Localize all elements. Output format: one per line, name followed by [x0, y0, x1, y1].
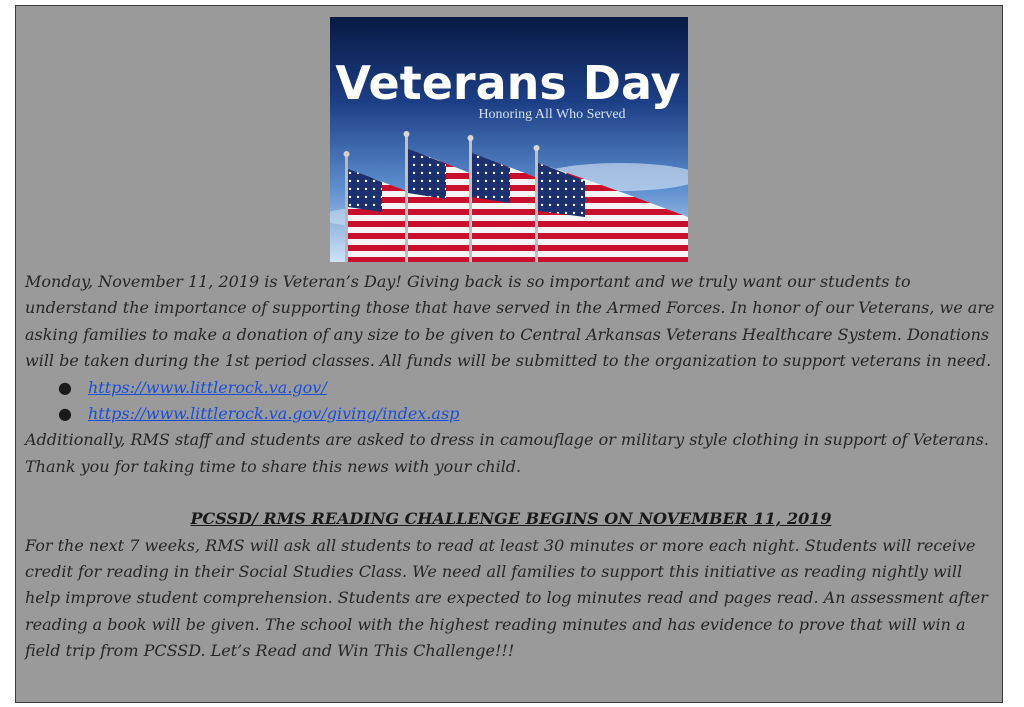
list-item: [25, 401, 997, 427]
banner-subtitle: Honoring All Who Served: [478, 107, 626, 122]
newsletter-panel: [15, 5, 1003, 703]
bullet-icon: ●: [58, 377, 72, 397]
list-item: [25, 375, 997, 401]
spacer: [25, 480, 997, 506]
intro-paragraph: Monday, November 11, 2019 is Veteran’s Day! Giving back is so important and we truly want our students to understand the importance of supporting those that have served in the Armed Forces. In honor of our Veterans, we are asking families to make a donation of any size to be given to Central Arkansas Veterans Healthcare System. Donations will be taken during the 1st period classes. All funds will be submitted to the organization to support veterans in need.: [25, 272, 995, 371]
additional-paragraph: Additionally, RMS staff and students are asked to dress in camouflage or military style clothing in support of Veterans. Thank you for taking time to share this news with your child.: [25, 430, 989, 476]
link-littlerock-va[interactable]: https://www.littlerock.va.gov/: [88, 377, 327, 397]
newsletter-text: [25, 269, 997, 665]
reading-challenge-heading: PCSSD/ RMS READING CHALLENGE BEGINS ON NOVEMBER 11, 2019: [190, 509, 832, 529]
veterans-day-banner: [330, 17, 688, 262]
link-littlerock-va-giving[interactable]: https://www.littlerock.va.gov/giving/index.asp: [88, 404, 460, 424]
reading-challenge-paragraph: For the next 7 weeks, RMS will ask all students to read at least 30 minutes or more each night. Students will receive credit for reading in their Social Studies Class. We need all families to support this initiative as reading nightly will help improve student comprehension. Students are expected to log minutes read and pages read. An assessment after reading a book will be given. The school with the highest reading minutes and has evidence to prove that will win a field trip from PCSSD. Let’s Read and Win This Challenge!!!: [25, 535, 988, 661]
bullet-icon: ●: [58, 404, 72, 424]
resource-links-list: [25, 375, 997, 428]
banner-title: Veterans Day: [335, 56, 681, 110]
